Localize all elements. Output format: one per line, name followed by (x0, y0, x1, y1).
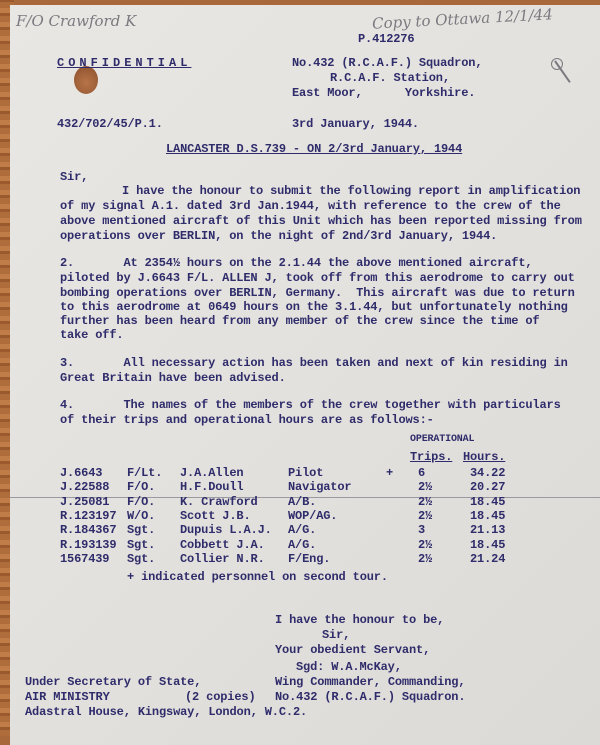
crew-name: H.F.Doull (180, 480, 244, 495)
para2-line: take off. (60, 328, 124, 342)
signatory-unit: No.432 (R.C.A.F.) Squadron. (275, 690, 466, 704)
crew-number: R.123197 (60, 508, 117, 523)
crew-trips: 6 (418, 466, 426, 480)
para1-line: I have the honour to submit the following report in amplification (122, 184, 581, 198)
crew-rank: F/O. (127, 480, 156, 495)
crew-rank: Sgt. (127, 551, 156, 566)
signatory-title: Wing Commander, Commanding, (275, 675, 466, 689)
file-number: P.412276 (358, 32, 415, 46)
recipient-line: AIR MINISTRY (25, 690, 110, 704)
crew-role: A/G. (288, 537, 317, 552)
crew-name: Collier N.R. (180, 551, 265, 566)
crew-role: A/G. (288, 523, 317, 538)
crew-rank: F/O. (127, 494, 156, 509)
address-line: No.432 (R.C.A.F.) Squadron, (292, 56, 483, 70)
crew-number: R.184367 (60, 523, 117, 538)
crew-hours: 21.24 (470, 551, 506, 566)
crew-hours: 20.27 (470, 480, 506, 495)
crew-trips: 2½ (418, 508, 433, 523)
para2-line: further has been heard from any member of the crew since the time of (60, 314, 540, 328)
handwritten-name: F/O Crawford K (16, 12, 137, 30)
crew-trips: 2½ (418, 494, 433, 509)
crew-hours: 18.45 (470, 508, 506, 523)
trips-header: Trips. (410, 450, 453, 464)
signature: Sgd: W.A.McKay, (296, 660, 402, 674)
crew-mark: + (386, 466, 394, 480)
reference-number: 432/702/45/P.1. (57, 117, 163, 131)
para3-line: 3. All necessary action has been taken and next of kin residing in (60, 356, 568, 370)
handwritten-copy-note: Copy to Ottawa 12/1/44 (371, 5, 554, 33)
salutation: Sir, (60, 170, 89, 184)
crew-role: WOP/AG. (288, 508, 338, 523)
crew-hours: 18.45 (470, 537, 506, 552)
recipient-line: Adastral House, Kingsway, London, W.C.2. (25, 705, 308, 719)
crew-hours: 21.13 (470, 523, 506, 538)
letter-date: 3rd January, 1944. (292, 117, 419, 131)
crew-number: 1567439 (60, 551, 110, 566)
para2-line: piloted by J.6643 F/L. ALLEN J, took off from this aerodrome to carry out (60, 271, 575, 285)
crew-trips: 2½ (418, 537, 433, 552)
crew-rank: F/Lt. (127, 466, 163, 480)
crew-name: Dupuis L.A.J. (180, 523, 272, 538)
para3-line: Great Britain have been advised. (60, 371, 286, 385)
crew-name: Scott J.B. (180, 508, 251, 523)
crew-number: J.22588 (60, 480, 110, 495)
address-line: East Moor, Yorkshire. (292, 86, 476, 100)
para4-line: 4. The names of the members of the crew together with particulars (60, 398, 561, 412)
crew-role: Navigator (288, 480, 352, 495)
closing-line: Your obedient Servant, (275, 643, 431, 657)
crew-number: J.25081 (60, 494, 110, 509)
crew-hours: 34.22 (470, 466, 506, 480)
copies-note: (2 copies) (185, 690, 256, 704)
recipient-line: Under Secretary of State, (25, 675, 202, 689)
classification: CONFIDENTIAL (57, 56, 192, 70)
crew-name: Cobbett J.A. (180, 537, 265, 552)
crew-number: J.6643 (60, 466, 103, 480)
crew-trips: 3 (418, 523, 426, 538)
crew-number: R.193139 (60, 537, 117, 552)
table-footnote: + indicated personnel on second tour. (127, 570, 388, 584)
para1-line: of my signal A.1. dated 3rd Jan.1944, with reference to the crew of the (60, 199, 561, 213)
crew-name: J.A.Allen (180, 466, 244, 480)
crew-hours: 18.45 (470, 494, 506, 509)
hours-header: Hours. (463, 450, 506, 464)
crew-role: A/B. (288, 494, 317, 509)
para4-line: of their trips and operational hours are as follows:- (60, 413, 434, 427)
para1-line: operations over BERLIN, on the night of 2nd/3rd January, 1944. (60, 229, 498, 243)
para2-line: 2. At 2354½ hours on the 2.1.44 the above mentioned aircraft, (60, 256, 533, 270)
crew-rank: Sgt. (127, 537, 156, 552)
para2-line: bombing operations over BERLIN, Germany. This aircraft was due to return (60, 286, 575, 300)
operational-header: OPERATIONAL (410, 434, 475, 445)
punch-hole (74, 66, 98, 94)
crew-trips: 2½ (418, 551, 433, 566)
crew-name: K. Crawford (180, 494, 258, 509)
address-line: R.C.A.F. Station, (330, 71, 450, 85)
closing-line: Sir, (322, 628, 351, 642)
para1-line: above mentioned aircraft of this Unit which has been reported missing from (60, 214, 582, 228)
crew-rank: W/O. (127, 508, 156, 523)
crew-rank: Sgt. (127, 523, 156, 538)
crew-role: F/Eng. (288, 551, 331, 566)
para2-line: to this aerodrome at 0649 hours on the 3.1.44, but unfortunately nothing (60, 300, 568, 314)
crew-role: Pilot (288, 466, 324, 480)
closing-line: I have the honour to be, (275, 613, 445, 627)
subject-line: LANCASTER D.S.739 - ON 2/3rd January, 1944 (166, 142, 463, 156)
crew-trips: 2½ (418, 480, 433, 495)
